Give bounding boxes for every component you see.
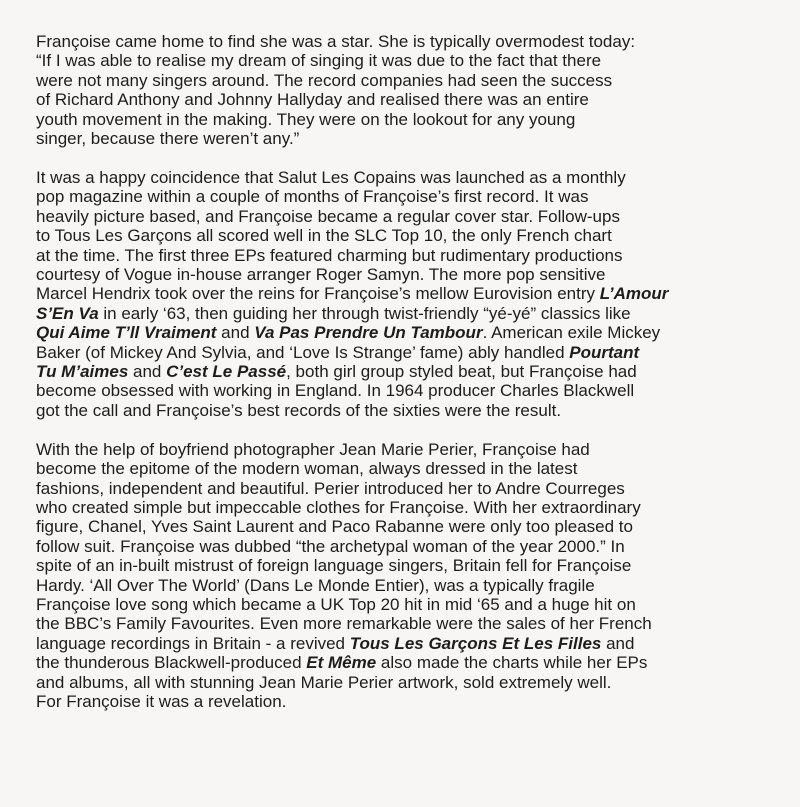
text-line: [36, 595, 762, 614]
text-run: become the epitome of the modern woman, always dressed in the latest: [36, 459, 578, 479]
text-run: in early ‘63, then guiding her through twist-friendly “yé-yé” classics like: [98, 303, 631, 323]
text-line: [36, 51, 762, 70]
text-run: the BBC’s Family Favourites. Even more remarkable were the sales of her French: [36, 614, 652, 634]
text-run: With the help of boyfriend photographer Jean Marie Perier, Françoise had: [36, 439, 590, 459]
text-line: [36, 265, 762, 284]
paragraph: [36, 32, 762, 148]
text-run: youth movement in the making. They were on the lookout for any young: [36, 109, 576, 129]
text-run: to Tous Les Garçons all scored well in the SLC Top 10, the only French chart: [36, 226, 612, 246]
text-line: [36, 576, 762, 595]
song-title: Et Même: [306, 653, 377, 673]
text-line: [36, 362, 762, 381]
text-line: [36, 459, 762, 478]
text-run: and: [128, 362, 167, 381]
text-line: [36, 634, 762, 653]
text-run: of Richard Anthony and Johnny Hallyday and realised there was an entire: [36, 90, 589, 110]
text-line: [36, 129, 762, 148]
text-run: fashions, independent and beautiful. Perier introduced her to Andre Courreges: [36, 478, 625, 498]
song-title: L’Amour: [599, 284, 669, 304]
text-line: [36, 226, 762, 245]
text-line: [36, 673, 762, 692]
paragraph: [36, 168, 762, 420]
text-run: spite of an in-built mistrust of foreign language singers, Britain fell for Françoise: [36, 556, 632, 576]
text-line: [36, 32, 762, 51]
song-title: S’En Va: [36, 303, 99, 323]
text-run: got the call and Françoise’s best records of the sixties were the result.: [36, 400, 562, 420]
text-run: and albums, all with stunning Jean Marie Perier artwork, sold extremely well.: [36, 672, 612, 692]
song-title: Qui Aime T’ll Vraiment: [36, 323, 217, 343]
text-line: [36, 187, 762, 206]
text-run: also made the charts while her EPs: [376, 653, 648, 673]
text-run: , both girl group styled beat, but Françoise had: [286, 362, 637, 381]
text-run: singer, because there weren’t any.”: [36, 129, 300, 149]
text-run: and: [216, 323, 255, 343]
text-line: [36, 401, 762, 420]
text-line: [36, 284, 762, 303]
text-run: Françoise love song which became a UK Top 20 hit in mid ‘65 and a huge hit on: [36, 594, 636, 614]
song-title: C’est Le Passé: [166, 362, 287, 381]
song-title: Tu M’aimes: [36, 362, 129, 381]
text-line: [36, 556, 762, 575]
text-run: figure, Chanel, Yves Saint Laurent and Paco Rabanne were only too pleased to: [36, 517, 633, 537]
song-title: Tous Les Garçons Et Les Filles: [349, 633, 602, 653]
song-title: Pourtant: [569, 342, 640, 362]
text-run: Françoise came home to find she was a star. She is typically overmodest today:: [36, 32, 636, 51]
text-run: For Françoise it was a revelation.: [36, 692, 287, 711]
text-line: [36, 71, 762, 90]
text-line: [36, 653, 762, 672]
text-run: heavily picture based, and Françoise became a regular cover star. Follow-ups: [36, 206, 620, 226]
text-line: [36, 110, 762, 129]
text-run: It was a happy coincidence that Salut Les Copains was launched as a monthly: [36, 167, 626, 187]
text-run: language recordings in Britain - a revived: [36, 633, 350, 653]
text-run: follow suit. Françoise was dubbed “the archetypal woman of the year 2000.” In: [36, 536, 625, 556]
text-line: [36, 323, 762, 342]
text-run: and: [601, 633, 635, 653]
text-run: were not many singers around. The record companies had seen the success: [36, 70, 613, 90]
text-line: [36, 304, 762, 323]
text-run: the thunderous Blackwell-produced: [36, 653, 307, 673]
text-run: who created simple but impeccable clothes for Françoise. With her extraordinary: [36, 497, 641, 517]
text-line: [36, 614, 762, 633]
text-run: Marcel Hendrix took over the reins for Françoise’s mellow Eurovision entry: [36, 284, 600, 304]
article-body: [36, 32, 762, 731]
text-run: become obsessed with working in England. In 1964 producer Charles Blackwell: [36, 381, 635, 401]
text-line: [36, 479, 762, 498]
text-run: “If I was able to realise my dream of singing it was due to the fact that there: [36, 51, 602, 71]
text-run: Baker (of Mickey And Sylvia, and ‘Love Is Strange’ fame) ably handled: [36, 342, 570, 362]
text-line: [36, 90, 762, 109]
text-run: at the time. The first three EPs featured charming but rudimentary productions: [36, 245, 623, 265]
text-run: . American exile Mickey: [482, 323, 661, 343]
text-line: [36, 381, 762, 400]
text-run: Hardy. ‘All Over The World’ (Dans Le Monde Entier), was a typically fragile: [36, 575, 595, 595]
text-line: [36, 440, 762, 459]
text-line: [36, 517, 762, 536]
text-line: [36, 246, 762, 265]
text-run: courtesy of Vogue in-house arranger Roger Samyn. The more pop sensitive: [36, 264, 606, 284]
song-title: Va Pas Prendre Un Tambour: [254, 323, 483, 343]
text-line: [36, 343, 762, 362]
text-line: [36, 498, 762, 517]
text-line: [36, 692, 762, 711]
text-line: [36, 207, 762, 226]
text-line: [36, 168, 762, 187]
text-run: pop magazine within a couple of months of Françoise’s first record. It was: [36, 187, 589, 207]
paragraph: [36, 440, 762, 712]
text-line: [36, 537, 762, 556]
